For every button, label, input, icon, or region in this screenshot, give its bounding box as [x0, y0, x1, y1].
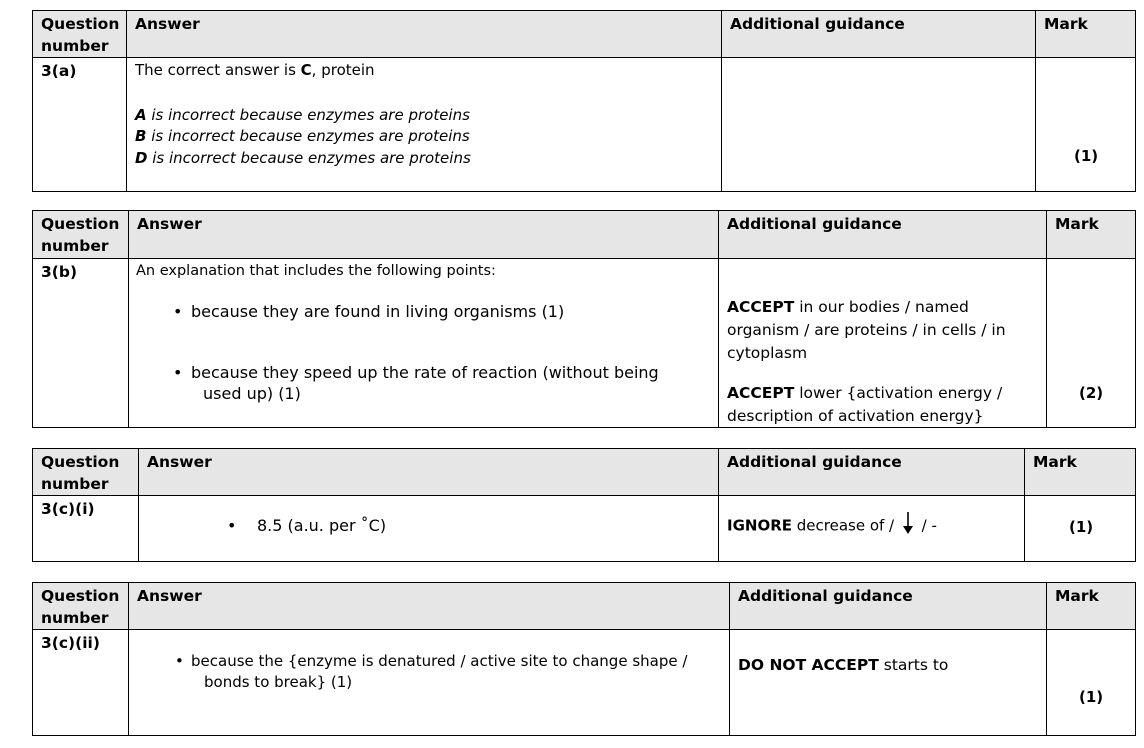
mark-cell: [1047, 630, 1136, 736]
guidance-line: ACCEPT in our bodies / named: [727, 298, 969, 316]
answer-point: because they speed up the rate of reaction (without being: [191, 363, 659, 382]
mark-cell: [1047, 259, 1136, 428]
question-number: 3(c)(i): [41, 500, 95, 518]
guidance-cell: [719, 496, 1025, 562]
guidance-line: description of activation energy}: [727, 407, 984, 425]
answer-point-continued: used up) (1): [203, 384, 301, 403]
mark-cell: [1025, 496, 1136, 562]
answer-cell: [129, 630, 730, 736]
question-number-cell: [33, 259, 129, 428]
guidance-cell: [730, 630, 1047, 736]
question-number-cell: [33, 496, 139, 562]
header-mark: Mark: [1036, 11, 1136, 58]
mark-value: (2): [1079, 384, 1104, 402]
question-number: 3(a): [41, 62, 77, 80]
header-mark: Mark: [1025, 449, 1136, 496]
bullet-icon: •: [173, 302, 183, 321]
header-answer: Answer: [129, 211, 719, 259]
header-additional-guidance: Additional guidance: [722, 11, 1036, 58]
header-additional-guidance: Additional guidance: [719, 449, 1025, 496]
header-additional-guidance: Additional guidance: [730, 583, 1047, 630]
bullet-icon: •: [173, 363, 183, 382]
distractor-line: D is incorrect because enzymes are proteins: [135, 149, 471, 167]
header-answer: Answer: [129, 583, 730, 630]
header-mark: Mark: [1047, 211, 1136, 259]
mark-value: (1): [1074, 147, 1099, 165]
distractor-line: A is incorrect because enzymes are proteins: [135, 106, 470, 124]
answer-point: because the {enzyme is denatured / active site to change shape /: [191, 652, 688, 670]
answer-cell: [127, 58, 722, 192]
mark-value: (1): [1079, 688, 1104, 706]
mark-cell: [1036, 58, 1136, 192]
guidance-cell: [719, 259, 1047, 428]
guidance-line: IGNORE decrease of / / -: [727, 510, 937, 542]
answer-cell: [129, 259, 719, 428]
mark-scheme-table-3cii: [32, 582, 1136, 736]
bullet-icon: •: [227, 516, 237, 535]
answer-value: 8.5 (a.u. per ˚C): [257, 516, 387, 535]
answer-point-continued: bonds to break} (1): [204, 673, 353, 691]
question-number-cell: [33, 58, 127, 192]
mark-scheme-table-3a: [32, 10, 1136, 192]
question-number-cell: [33, 630, 129, 736]
header-mark: Mark: [1047, 583, 1136, 630]
guidance-line: organism / are proteins / in cells / in: [727, 321, 1006, 339]
answer-point: because they are found in living organisms (1): [191, 302, 565, 321]
guidance-line: cytoplasm: [727, 344, 808, 362]
mark-value: (1): [1069, 518, 1094, 536]
guidance-cell: [722, 58, 1036, 192]
answer-intro: An explanation that includes the following points:: [136, 263, 496, 279]
header-additional-guidance: Additional guidance: [719, 211, 1047, 259]
distractor-line: B is incorrect because enzymes are proteins: [135, 127, 470, 145]
header-question-number: Question number: [33, 211, 129, 259]
guidance-line: DO NOT ACCEPT starts to: [738, 656, 949, 674]
mark-scheme-table-3ci: [32, 448, 1136, 562]
question-number: 3(c)(ii): [41, 634, 100, 652]
mark-scheme-table-3b: [32, 210, 1136, 428]
header-answer: Answer: [139, 449, 719, 496]
answer-cell: [139, 496, 719, 562]
header-question-number: Question number: [33, 11, 127, 58]
down-arrow-icon: [901, 510, 915, 542]
header-question-number: Question number: [33, 583, 129, 630]
question-number: 3(b): [41, 263, 78, 281]
guidance-line: ACCEPT lower {activation energy /: [727, 384, 1003, 402]
bullet-icon: •: [175, 652, 184, 670]
header-question-number: Question number: [33, 449, 139, 496]
correct-answer-line: The correct answer is C, protein: [135, 61, 375, 79]
header-answer: Answer: [127, 11, 722, 58]
